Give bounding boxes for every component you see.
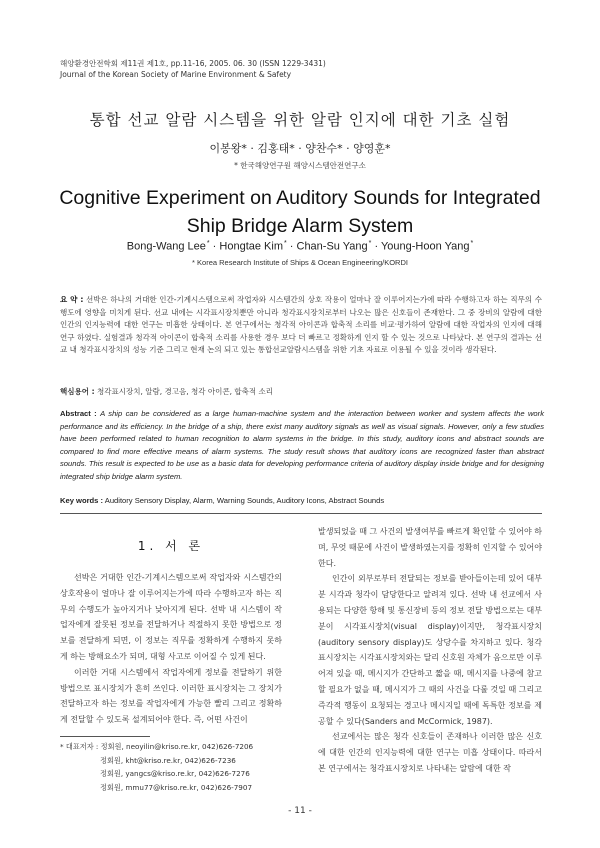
- korean-title: 통합 선교 알람 시스템을 위한 알람 인지에 대한 기초 실험: [89, 111, 511, 129]
- author-separator: ·: [286, 240, 297, 253]
- footnote-line: * 대표저자 : 정회원, neoyilin@kriso.re.kr, 042)626-7206: [60, 742, 254, 751]
- author-separator: ·: [371, 240, 381, 253]
- footnotes: [60, 740, 300, 794]
- korean-keywords: [60, 386, 542, 397]
- journal-name: Journal of the Korean Society of Marine Environment & Safety: [60, 70, 292, 79]
- page-number: - 11 -: [288, 806, 312, 816]
- body-paragraph: 선교에서는 많은 청각 신호들이 존재하나 이러한 많은 신호에 대한 인간의 인지능력에 대한 연구는 미흡 상태이다. 따라서 본 연구에서는 청각표시장치로 나타내는 알람에 대한 작: [318, 732, 542, 773]
- author-mark: *: [283, 240, 287, 247]
- english-abstract-label: Abstract :: [60, 409, 97, 418]
- english-keywords-text: Auditory Sensory Display, Alarm, Warning Sounds, Auditory Icons, Abstract Sounds: [104, 496, 385, 505]
- author-name: Bong-Wang Lee: [126, 240, 206, 253]
- body-paragraph: 이러한 거대 시스템에서 작업자에게 정보를 전달하기 위한 방법으로 표시장치가 흔히 쓰인다. 이러한 표시장치는 그 장치가 전달하고자 하는 정보를 작업자에게 가능한 빨리 그리고 정확하게 전달할 수 있도록 설계되어야 한다. 즉, 어떤 사건이: [60, 667, 282, 725]
- author-name: Chan-Su Yang: [296, 240, 368, 253]
- korean-keywords-label: 핵심용어 :: [60, 387, 95, 396]
- korean-affiliation: * 한국해양연구원 해양시스템안전연구소: [234, 161, 366, 170]
- footnote-line: 정회원, yangcs@kriso.re.kr, 042)626-7276: [100, 769, 250, 778]
- english-title: Cognitive Experiment on Auditory Sounds for Integrated Ship Bridge Alarm System: [59, 187, 541, 237]
- english-authors: [40, 240, 560, 253]
- footnote-divider: [60, 736, 150, 737]
- korean-abstract-label: 요 약 :: [60, 295, 84, 304]
- english-abstract: [60, 408, 544, 484]
- english-affiliation: * Korea Research Institute of Ships & Ocean Engineering/KORDI: [192, 258, 408, 267]
- author-mark: *: [206, 240, 210, 247]
- english-keywords: [60, 496, 542, 505]
- korean-abstract-text: 선박은 하나의 거대한 인간-기계시스템으로써 작업자와 시스템간의 상호 작용이 얼마나 잘 이루어지는가에 따라 수행하고자 하는 직무의 수행도에 영향을 미치게 된다. 선교 내에는 시각표시장치뿐만 아니라 청각표시장치로부터 나오는 많은 신호들이 존재한다. 그 중 장비의 알람에 대한 인간의 인지능력에 대한 연구는 미흡한 상태이다. 본 연구에서는 청각적 아이콘과 합축적 소리를 비교·평가하여 알람에 대한 작업자의 인지에 대해 연구 하였다. 실험결과 청각적 아이콘이 합축적 소리를 사용한 경우 보다 더 빠르고 정확하게 인지 할 수 있는 것으로 나타났다. 본 연구의 결과는 선교 내 청각표시장치의 성능 기준 그리고 현재 논의 되고 있는 통합선교알람시스템을 위한 기초 자료로 이용될 수 있을 것이라 생각된다.: [60, 295, 542, 354]
- journal-header: [60, 58, 540, 80]
- left-column: [60, 532, 282, 728]
- author-separator: ·: [209, 240, 220, 253]
- english-keywords-label: Key words :: [60, 496, 104, 505]
- body-paragraph: 발생되었을 때 그 사건의 발생여부를 빠르게 확인할 수 있어야 하며, 무엇 때문에 사건이 발생하였는지를 정확히 인지할 수 있어야 한다.: [318, 527, 542, 568]
- author-mark: *: [470, 240, 474, 247]
- right-column: [318, 524, 542, 777]
- footnote-line: 정회원, kht@kriso.re.kr, 042)626-7236: [100, 755, 236, 765]
- journal-citation: 해양환경안전학회 제11권 제1호, pp.11-16, 2005. 06. 30 (ISSN 1229-3431): [60, 59, 326, 68]
- body-paragraph: 선박은 거대한 인간-기계시스템으로써 작업자와 시스템간의 상호작용이 얼마나 잘 이루어지는가에 따라 수행하고자 하는 직무의 수행도가 높아지거나 낮아지게 된다. 선박 내 시스템이 작업자에게 잘못된 정보를 전달하거나 적절하지 못한 방법으로 정보를 전달하게 되면, 이 정보는 직무를 정확하게 수행하지 못하게 하는 방해요소가 되며, 대형 사고로 이어질 수 있게 된다.: [60, 573, 282, 661]
- divider: [60, 513, 542, 514]
- english-abstract-text: A ship can be considered as a large human-machine system and the interaction between worker and system affects the work performance and its efficiency. In the bridge of a ship, there exist many auditory signals as well as visual signals. However, only a few studies have been performed related to human recognition to alarm systems in the bridge. In this study, auditory icons and abstract sounds are compared to find more effective means of alarm systems. The study result shows that auditory icons are recognized faster than abstract sounds. This result is expected to be use as a basic data for developing performance criteria of auditory display inside bridge and for designing integrated ship bridge alarm system.: [60, 409, 544, 481]
- author-mark: *: [368, 240, 372, 247]
- author-name: Young-Hoon Yang: [380, 240, 470, 253]
- footnote-line: 정회원, mmu77@kriso.re.kr, 042)626-7907: [100, 782, 253, 792]
- korean-keywords-text: 청각표시장치, 알람, 경고음, 청각 아이콘, 합축적 소리: [96, 387, 273, 396]
- section-heading: 1. 서 론: [137, 539, 205, 553]
- author-name: Hongtae Kim: [219, 240, 283, 253]
- body-paragraph: 인간이 외부로부터 전달되는 정보를 받아들이는데 있어 대부분 시각과 청각이 담당한다고 알려져 있다. 선박 내 선교에서 사용되는 다양한 항해 및 통신장비 등의 정보 전달 방법으로는 대부분이 시각표시장치(visual display)이지만, 청각표시장치(auditory sensory display)도 상당수를 차지하고 있다. 청각표시장치는 시각표시장치와는 달리 신호원 자체가 음으로만 이루어져 있을 때, 메시지가 간단하고 짧을 때, 메시지를 나중에 참고할 필요가 없을 때, 메시지가 그 때의 사건을 다룰 것일 때 그리고 즉각적 행동이 요청되는 경고나 메시지일 때에 독특한 정보를 제공할 수 있다(Sanders and McCormick, 1987).: [318, 574, 542, 726]
- korean-authors: 이봉왕* · 김홍태* · 양찬수* · 양영훈*: [209, 142, 391, 155]
- korean-abstract: [60, 294, 542, 357]
